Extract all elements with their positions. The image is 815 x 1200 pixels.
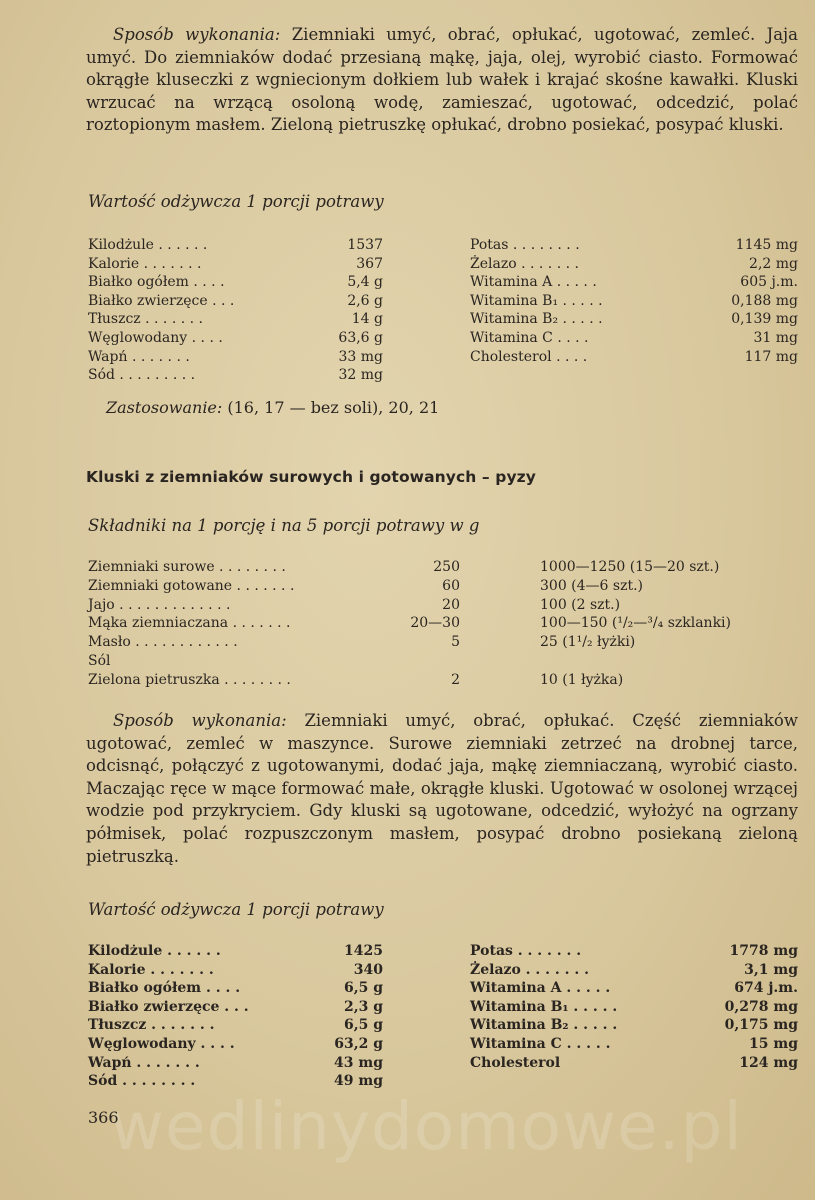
nutrient-row [470,942,800,961]
nutrient-value: 605 j.m. [740,274,798,291]
nutrient-row [470,979,800,998]
method-text-1: Ziemniaki umyć, obrać, opłukać, ugotować, zemleć. Jaja umyć. Do ziemniaków dodać przesianą mąkę, jaja, olej, wyrobić ciasto. Formować okrągłe kluseczki z wgniecionym dołkiem lub wałek i krajać skośne kawałki. Kluski wrzucać na wrzącą osoloną wodę, zamieszać, ugotować, odcedzić, polać roztopionym masłem. Zieloną pietruszkę opłukać, drobno posiekać, posypać kluski. [86,25,798,135]
nutrient-label: Cholesterol [470,1054,561,1071]
nutrient-row [470,273,800,292]
method-paragraph-2 [86,710,798,868]
ingredient-five-portions: 25 (1¹/₂ łyżki) [540,634,636,651]
nutrition-heading-2: Wartość odżywcza 1 porcji potrawy [88,900,384,919]
nutrient-value: 0,188 mg [731,292,798,309]
nutrient-label: Kilodżule . . . . . . [88,237,208,253]
nutrient-value: 32 mg [338,367,383,384]
ingredient-row [88,577,788,596]
nutrient-value: 6,5 g [343,1017,383,1034]
nutrient-label: Sód . . . . . . . . . [88,367,196,384]
ingredient-one-portion: 60 [442,577,460,594]
nutrient-label: Wapń . . . . . . . [88,1054,200,1071]
ingredient-name: Sól [88,653,111,669]
nutrient-label: Żelazo . . . . . . . [470,255,579,272]
nutrient-row [88,273,388,292]
ingredient-row [88,652,788,671]
nutrient-value: 1145 mg [735,237,798,253]
nutrient-label: Białko zwierzęce . . . [88,998,249,1015]
nutrient-row [88,1016,388,1035]
nutrient-label: Witamina C . . . . [470,330,589,346]
nutrient-value: 3,1 mg [744,961,798,978]
ingredient-five-portions: 1000—1250 (15—20 szt.) [540,559,720,575]
method-text-2: Ziemniaki umyć, obrać, opłukać. Część ziemniaków ugotować, zemleć w maszynce. Surowe ziemniaki zetrzeć na drobnej tarce, odcisnąć, połączyć z ugotowanymi, dodać jaja, mąkę ziemniaczaną, wyrobić ciasto. Maczając ręce w mące formować małe, okrągłe kluski. Ugotować w osolonej wrzącej wodzie pod przykryciem. Gdy kluski są ugotowane, odcedzić, wyłożyć na ogrzany półmisek, polać rozpuszczonym masłem, posypać drobno posiekaną zieloną pietruszką. [86,711,798,866]
ingredient-one-portion: 250 [433,559,460,575]
page-number: 366 [88,1108,119,1127]
ingredient-one-portion: 20 [442,596,460,613]
ingredient-five-portions: 100—150 (¹/₂—³/₄ szklanki) [540,615,731,632]
ingredient-row [88,558,788,577]
nutrient-row [470,1054,800,1073]
nutrient-row [88,310,388,329]
nutrient-label: Białko ogółem . . . . [88,274,225,291]
nutrient-row [88,1035,388,1054]
watermark: wedlinydomowe.pl [110,1088,743,1165]
nutrient-label: Białko ogółem . . . . [88,980,241,997]
nutrient-value: 2,6 g [347,292,383,309]
application-text: (16, 17 — bez soli), 20, 21 [222,398,440,417]
nutrient-label: Witamina C . . . . . [470,1036,611,1052]
nutrient-label: Węglowodany . . . . [88,1036,235,1052]
nutrient-row [470,236,800,255]
nutrient-value: 124 mg [739,1054,798,1071]
nutrient-label: Żelazo . . . . . . . [470,961,590,978]
ingredient-row [88,596,788,615]
nutrient-row [470,1016,800,1035]
nutrient-label: Cholesterol . . . . [470,348,588,365]
nutrient-value: 33 mg [338,348,383,365]
ingredients-heading: Składniki na 1 porcję i na 5 porcji potrawy w g [88,516,480,535]
nutrient-row [88,942,388,961]
ingredient-name: Zielona pietruszka . . . . . . . . [88,671,291,688]
nutrient-row [88,961,388,980]
nutrient-value: 0,139 mg [731,311,798,328]
nutrient-value: 49 mg [334,1073,383,1090]
ingredient-name: Ziemniaki gotowane . . . . . . . [88,577,295,594]
ingredient-one-portion: 20—30 [410,615,460,632]
ingredient-name: Mąka ziemniaczana . . . . . . . [88,615,291,632]
nutrient-label: Potas . . . . . . . [470,943,582,959]
nutrient-row [88,979,388,998]
ingredient-row [88,633,788,652]
nutrient-value: 117 mg [744,348,798,365]
ingredient-name: Jajo . . . . . . . . . . . . . [88,596,231,613]
ingredient-name: Masło . . . . . . . . . . . . [88,634,238,651]
nutrient-row [470,292,800,311]
application-label: Zastosowanie: [106,398,223,417]
nutrient-row [470,961,800,980]
ingredient-five-portions: 100 (2 szt.) [540,596,621,613]
nutrient-value: 367 [356,255,383,272]
nutrient-row [470,1035,800,1054]
method-lead-1: Sposób wykonania: [113,25,281,44]
nutrient-value: 31 mg [753,330,798,346]
nutrient-value: 6,5 g [343,980,383,997]
nutrient-label: Kilodżule . . . . . . [88,943,221,959]
ingredient-one-portion: 5 [451,634,460,651]
nutrient-value: 5,4 g [347,274,383,291]
nutrient-row [88,329,388,348]
method-paragraph-1 [86,24,798,137]
nutrient-value: 1778 mg [729,943,798,959]
ingredient-row [88,614,788,633]
nutrient-value: 43 mg [334,1054,383,1071]
nutrient-row [470,329,800,348]
nutrient-label: Witamina B₂ . . . . . [470,311,603,328]
nutrient-row [88,255,388,274]
ingredient-row [88,671,788,690]
nutrient-label: Witamina B₁ . . . . . [470,998,618,1015]
nutrient-value: 340 [353,961,383,978]
nutrient-label: Potas . . . . . . . . [470,237,580,253]
nutrient-row [88,236,388,255]
nutrient-label: Sód . . . . . . . . [88,1073,196,1090]
nutrient-value: 674 j.m. [734,980,798,997]
nutrient-label: Białko zwierzęce . . . [88,292,235,309]
nutrient-value: 63,2 g [334,1036,383,1052]
nutrient-value: 14 g [351,311,383,328]
nutrient-row [470,348,800,367]
nutrient-label: Tłuszcz . . . . . . . [88,311,203,328]
nutrient-label: Kalorie . . . . . . . [88,961,214,978]
nutrient-label: Witamina B₁ . . . . . [470,292,603,309]
nutrient-row [470,998,800,1017]
recipe-title: Kluski z ziemniaków surowych i gotowanych – pyzy [86,468,536,486]
nutrient-row [88,292,388,311]
method-lead-2: Sposób wykonania: [113,711,287,730]
nutrient-label: Wapń . . . . . . . [88,348,190,365]
nutrient-value: 0,175 mg [724,1017,798,1034]
nutrient-row [88,998,388,1017]
ingredient-five-portions: 10 (1 łyżka) [540,671,624,688]
nutrient-row [470,310,800,329]
nutrient-label: Witamina A . . . . . [470,274,597,291]
nutrient-row [88,366,388,385]
nutrition-heading-1: Wartość odżywcza 1 porcji potrawy [88,192,384,211]
ingredient-five-portions: 300 (4—6 szt.) [540,577,643,594]
nutrient-value: 1537 [347,237,383,253]
nutrient-value: 2,3 g [343,998,383,1015]
nutrient-label: Węglowodany . . . . [88,330,223,346]
nutrient-row [88,348,388,367]
nutrient-value: 2,2 mg [749,255,798,272]
nutrient-value: 1425 [344,943,383,959]
nutrient-label: Witamina B₂ . . . . . [470,1017,618,1034]
nutrient-value: 63,6 g [338,330,383,346]
nutrient-value: 0,278 mg [724,998,798,1015]
nutrient-label: Witamina A . . . . . [470,980,611,997]
nutrient-label: Tłuszcz . . . . . . . [88,1017,215,1034]
nutrient-label: Kalorie . . . . . . . [88,255,202,272]
ingredient-one-portion: 2 [451,671,460,688]
nutrient-row [88,1054,388,1073]
ingredient-name: Ziemniaki surowe . . . . . . . . [88,559,286,575]
nutrient-value: 15 mg [749,1036,798,1052]
nutrient-row [470,255,800,274]
application-line [106,398,439,417]
